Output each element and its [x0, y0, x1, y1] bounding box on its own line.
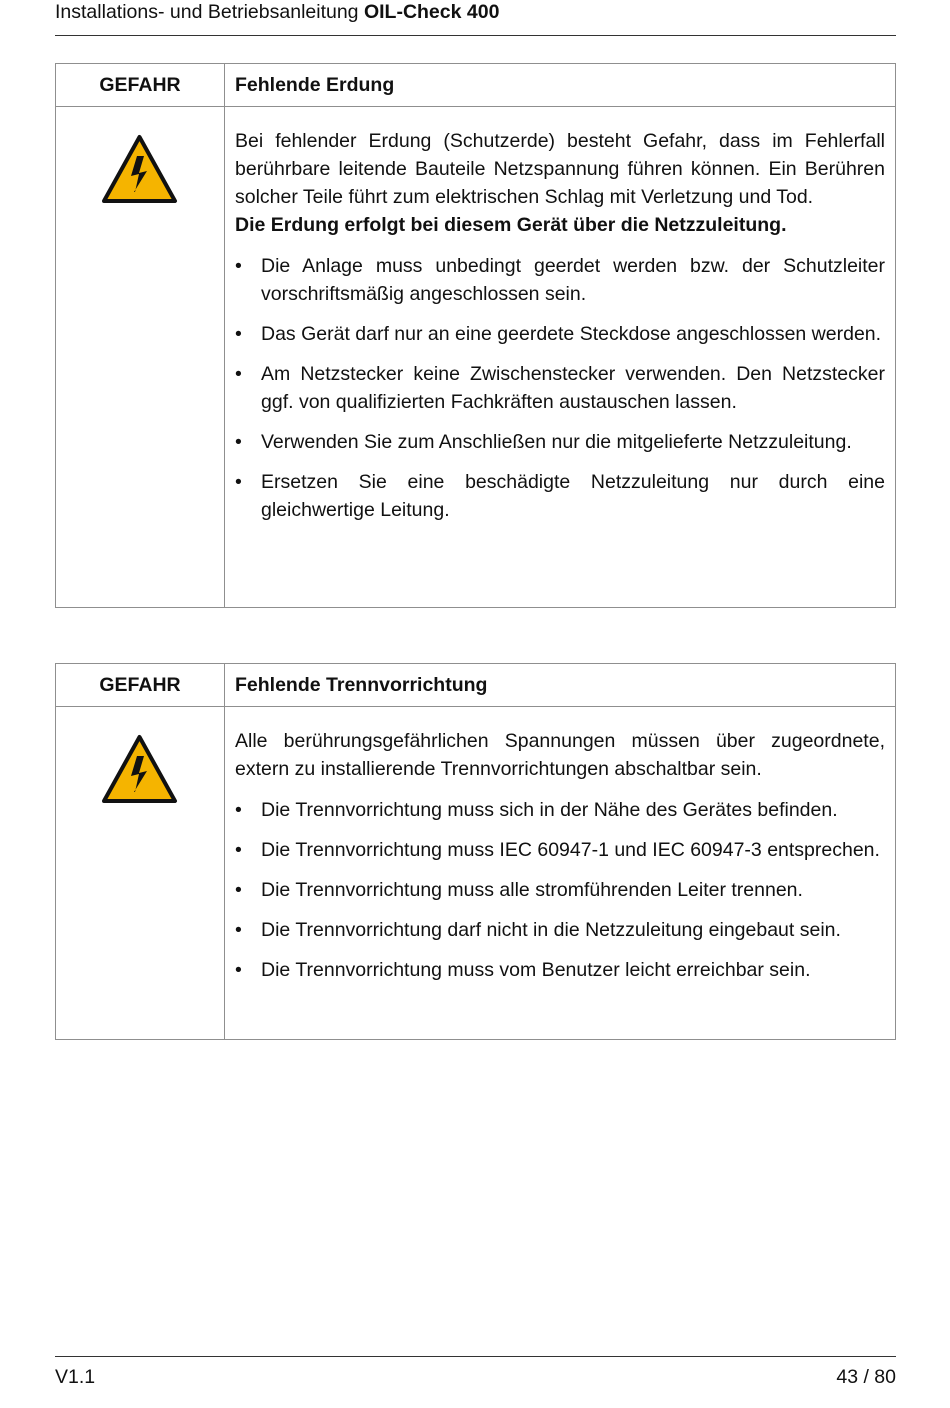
warning-list [235, 252, 885, 524]
warning-paragraph: Alle berührungsgefährlichen Spannungen müssen über zugeordnete, extern zu installierende Trennvorrichtungen abschaltbar sein. [235, 730, 885, 780]
list-item: • Verwenden Sie zum Anschließen nur die mitgelieferte Netzzuleitung. [235, 428, 885, 456]
electrical-hazard-warning-icon [101, 734, 178, 804]
page-header [55, 0, 896, 36]
warning-paragraph: Bei fehlender Erdung (Schutzerde) besteht Gefahr, dass im Fehlerfall berührbare leitende Bauteile Netzspannung führen können. Ein Berühren solcher Teile führt zum elektrischen Schlag mit Verletzung und Tod. [235, 130, 885, 208]
warning-list [235, 796, 885, 984]
warning-title: Fehlende Trennvorrichtung [235, 674, 488, 696]
document-title: Installations- und Betriebsanleitung [55, 1, 364, 23]
list-item: • Die Trennvorrichtung muss vom Benutzer leicht erreichbar sein. [235, 956, 885, 984]
warning-label: GEFAHR [99, 74, 181, 96]
bullet-icon: • [235, 959, 242, 981]
bullet-icon: • [235, 255, 242, 277]
product-name: OIL-Check 400 [363, 1, 500, 23]
warning-box-trennvorrichtung [55, 663, 896, 1040]
warning-body [235, 727, 885, 996]
warning-box-erdung [55, 63, 896, 608]
list-item: • Am Netzstecker keine Zwischenstecker verwenden. Den Netzstecker ggf. von qualifizierten Fachkräften austauschen lassen. [235, 360, 885, 416]
bullet-icon: • [235, 839, 242, 861]
bullet-icon: • [235, 323, 242, 345]
warning-label-column [56, 664, 225, 1039]
warning-label: GEFAHR [99, 674, 181, 696]
bullet-icon: • [235, 363, 242, 385]
bullet-icon: • [235, 471, 242, 493]
bullet-icon: • [235, 431, 242, 453]
page-footer [55, 1356, 896, 1388]
list-item: • Die Trennvorrichtung muss alle stromführenden Leiter trennen. [235, 876, 885, 904]
bullet-icon: • [235, 879, 242, 901]
list-item: • Die Trennvorrichtung muss IEC 60947-1 und IEC 60947-3 entsprechen. [235, 836, 885, 864]
list-item: • Die Trennvorrichtung muss sich in der Nähe des Gerätes befinden. [235, 796, 885, 824]
bullet-icon: • [235, 799, 242, 821]
list-item: • Die Anlage muss unbedingt geerdet werden bzw. der Schutzleiter vorschriftsmäßig angeschlossen sein. [235, 252, 885, 308]
warning-emphasis: Die Erdung erfolgt bei diesem Gerät über die Netzzuleitung. [235, 214, 787, 236]
header-divider [56, 706, 895, 707]
electrical-hazard-warning-icon [101, 134, 178, 204]
bullet-icon: • [235, 919, 242, 941]
list-item: • Ersetzen Sie eine beschädigte Netzzuleitung nur durch eine gleichwertige Leitung. [235, 468, 885, 524]
header-divider [56, 106, 895, 107]
document-version: V1.1 [55, 1366, 96, 1388]
warning-title: Fehlende Erdung [235, 74, 395, 96]
list-item: • Die Trennvorrichtung darf nicht in die Netzzuleitung eingebaut sein. [235, 916, 885, 944]
list-item: • Das Gerät darf nur an eine geerdete Steckdose angeschlossen werden. [235, 320, 885, 348]
page-number: 43 / 80 [836, 1366, 896, 1388]
warning-body [235, 127, 885, 536]
